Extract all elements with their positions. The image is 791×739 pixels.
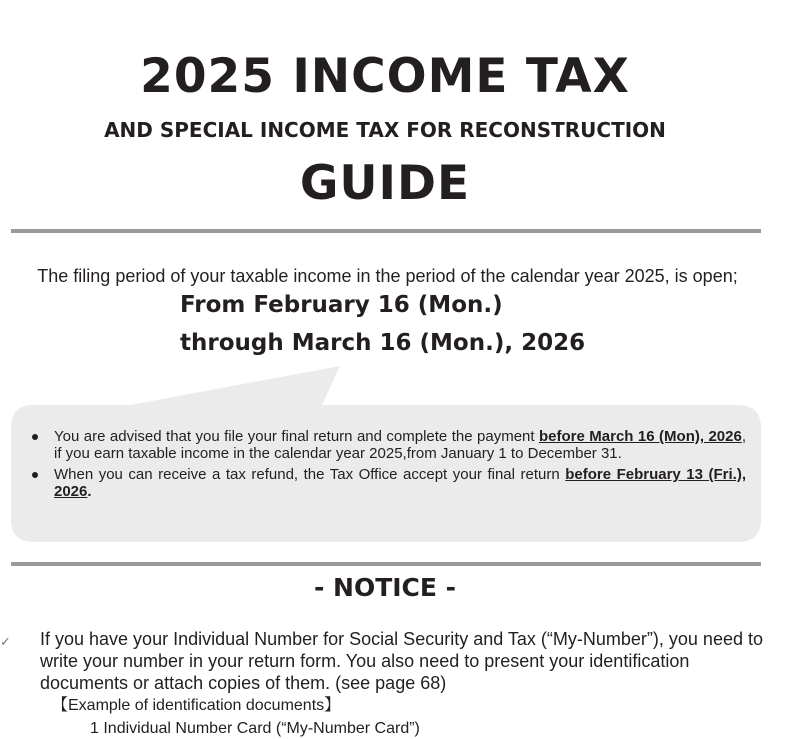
filing-from: From February 16 (Mon.): [180, 292, 503, 318]
deadline-payment: before March 16 (Mon), 2026: [539, 428, 742, 445]
example-heading: 【Example of identification documents】: [52, 697, 341, 714]
page-subtitle: AND SPECIAL INCOME TAX FOR RECONSTRUCTION: [104, 118, 666, 142]
filing-intro: The filing period of your taxable income in the period of the calendar year 2025, is open;: [37, 266, 738, 286]
notice-heading: - NOTICE -: [313, 573, 457, 602]
advice-item-final-return: You are advised that you file your final return and complete the payment before March 16 (Mon), 2026, if you earn taxable income in the calendar year 2025,from January 1 to December 31.: [30, 428, 746, 462]
filing-through: through March 16 (Mon.), 2026: [180, 330, 586, 356]
check-icon: ✓: [0, 634, 11, 649]
notice-divider: [11, 562, 761, 566]
guide-heading: GUIDE: [299, 156, 471, 211]
advice-item-refund: When you can receive a tax refund, the Tax Office accept your final return before February 13 (Fri.), 2026.: [30, 466, 746, 500]
page-title: 2025 INCOME TAX: [140, 49, 630, 104]
notice-paragraph: If you have your Individual Number for Social Security and Tax (“My-Number”), you need to write your number in your return form. You also need to present your identification documents or attach copies of them. (see page 68): [40, 629, 763, 693]
deadline-refund: before February 13 (Fri.), 2026: [54, 466, 746, 500]
advice-list: [30, 428, 746, 504]
top-divider: [11, 229, 761, 233]
example-item: 1 Individual Number Card (“My-Number Card”): [90, 720, 420, 737]
